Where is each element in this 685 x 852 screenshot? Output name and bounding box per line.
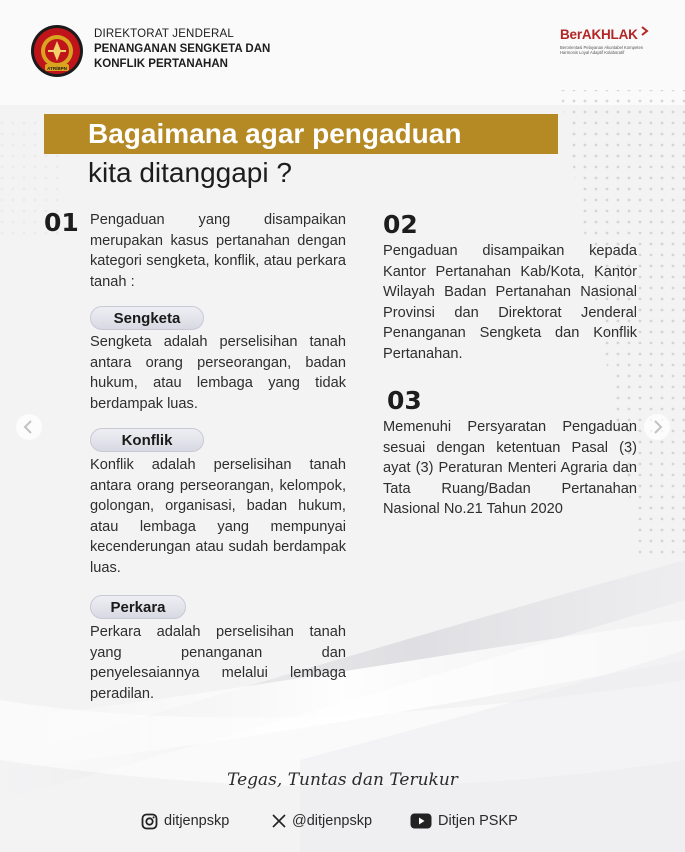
section-1-number: 01 <box>44 208 79 237</box>
x-icon <box>272 814 286 828</box>
x-link[interactable] <box>272 812 372 830</box>
youtube-channel: Ditjen PSKP <box>438 813 518 829</box>
perkara-text: Perkara adalah perselisihan tanah yang penanganan dan penyelesaiannya melalui lembaga peradilan. <box>90 624 346 702</box>
title-line-1: Bagaimana agar pengaduan <box>44 114 558 154</box>
section-3-text: Memenuhi Persyaratan Pengaduan sesuai dengan ketentuan Pasal (3) ayat (3) Peraturan Menteri Agraria dan Tata Ruang/Badan Pertanahan Nasional No.21 Tahun 2020 <box>383 419 637 518</box>
youtube-link[interactable] <box>410 812 518 830</box>
sengketa-text: Sengketa adalah perselisihan tanah antara orang perseorangan, badan hukum, atau lembaga yang tidak berdampak luas. <box>90 334 346 412</box>
section-3-number: 03 <box>387 386 422 415</box>
ditjen-logo <box>30 24 84 78</box>
org-line-1: DIREKTORAT JENDERAL <box>94 28 234 40</box>
section-1-intro: Pengaduan yang disampaikan merupakan kasus pertanahan dengan kategori sengketa, konflik, atau perkara tanah : <box>90 212 346 290</box>
instagram-handle: ditjenpskp <box>164 813 230 829</box>
org-line-2: PENANGANAN SENGKETA DAN <box>94 43 271 55</box>
konflik-text: Konflik adalah perselisihan tanah antara orang perseorangan, kelompok, golongan, organisasi, badan hukum, atau lembaga yang mempunyai kecenderungan atau sudah berdampak luas. <box>90 457 346 576</box>
next-slide-button[interactable] <box>644 414 670 440</box>
chevron-left-icon <box>16 414 42 440</box>
x-handle: @ditjenpskp <box>292 813 373 829</box>
instagram-icon <box>141 813 158 830</box>
brand-subtitle: Berorientasi Pelayanan Akuntabel Kompeten Harmonis Loyal Adaptif Kolaboratif <box>560 45 644 55</box>
title-line-2: kita ditanggapi ? <box>88 157 292 188</box>
instagram-link[interactable] <box>141 812 229 830</box>
org-line-3: KONFLIK PERTANAHAN <box>94 58 228 70</box>
tagline: Tegas, Tuntas dan Terukur <box>227 770 458 790</box>
youtube-icon <box>410 813 432 829</box>
brand-chevron-icon <box>640 26 650 38</box>
berakhlak-logo <box>560 26 660 55</box>
chevron-right-icon <box>644 414 670 440</box>
organization-name <box>94 27 270 72</box>
section-2-text: Pengaduan disampaikan kepada Kantor Pertanahan Kab/Kota, Kantor Wilayah Badan Pertanahan Nasional Provinsi dan Direktorat Jenderal Penanganan Sengketa dan Konflik Pertanahan. <box>383 243 637 362</box>
previous-slide-button[interactable] <box>16 414 42 440</box>
perkara-label: Perkara <box>90 595 186 619</box>
sengketa-label: Sengketa <box>90 306 204 330</box>
brand-name: BerAKHLAK <box>560 27 638 42</box>
konflik-label: Konflik <box>90 428 204 452</box>
section-2-number: 02 <box>383 210 418 239</box>
logo-text: ATR/BPN <box>47 65 67 71</box>
